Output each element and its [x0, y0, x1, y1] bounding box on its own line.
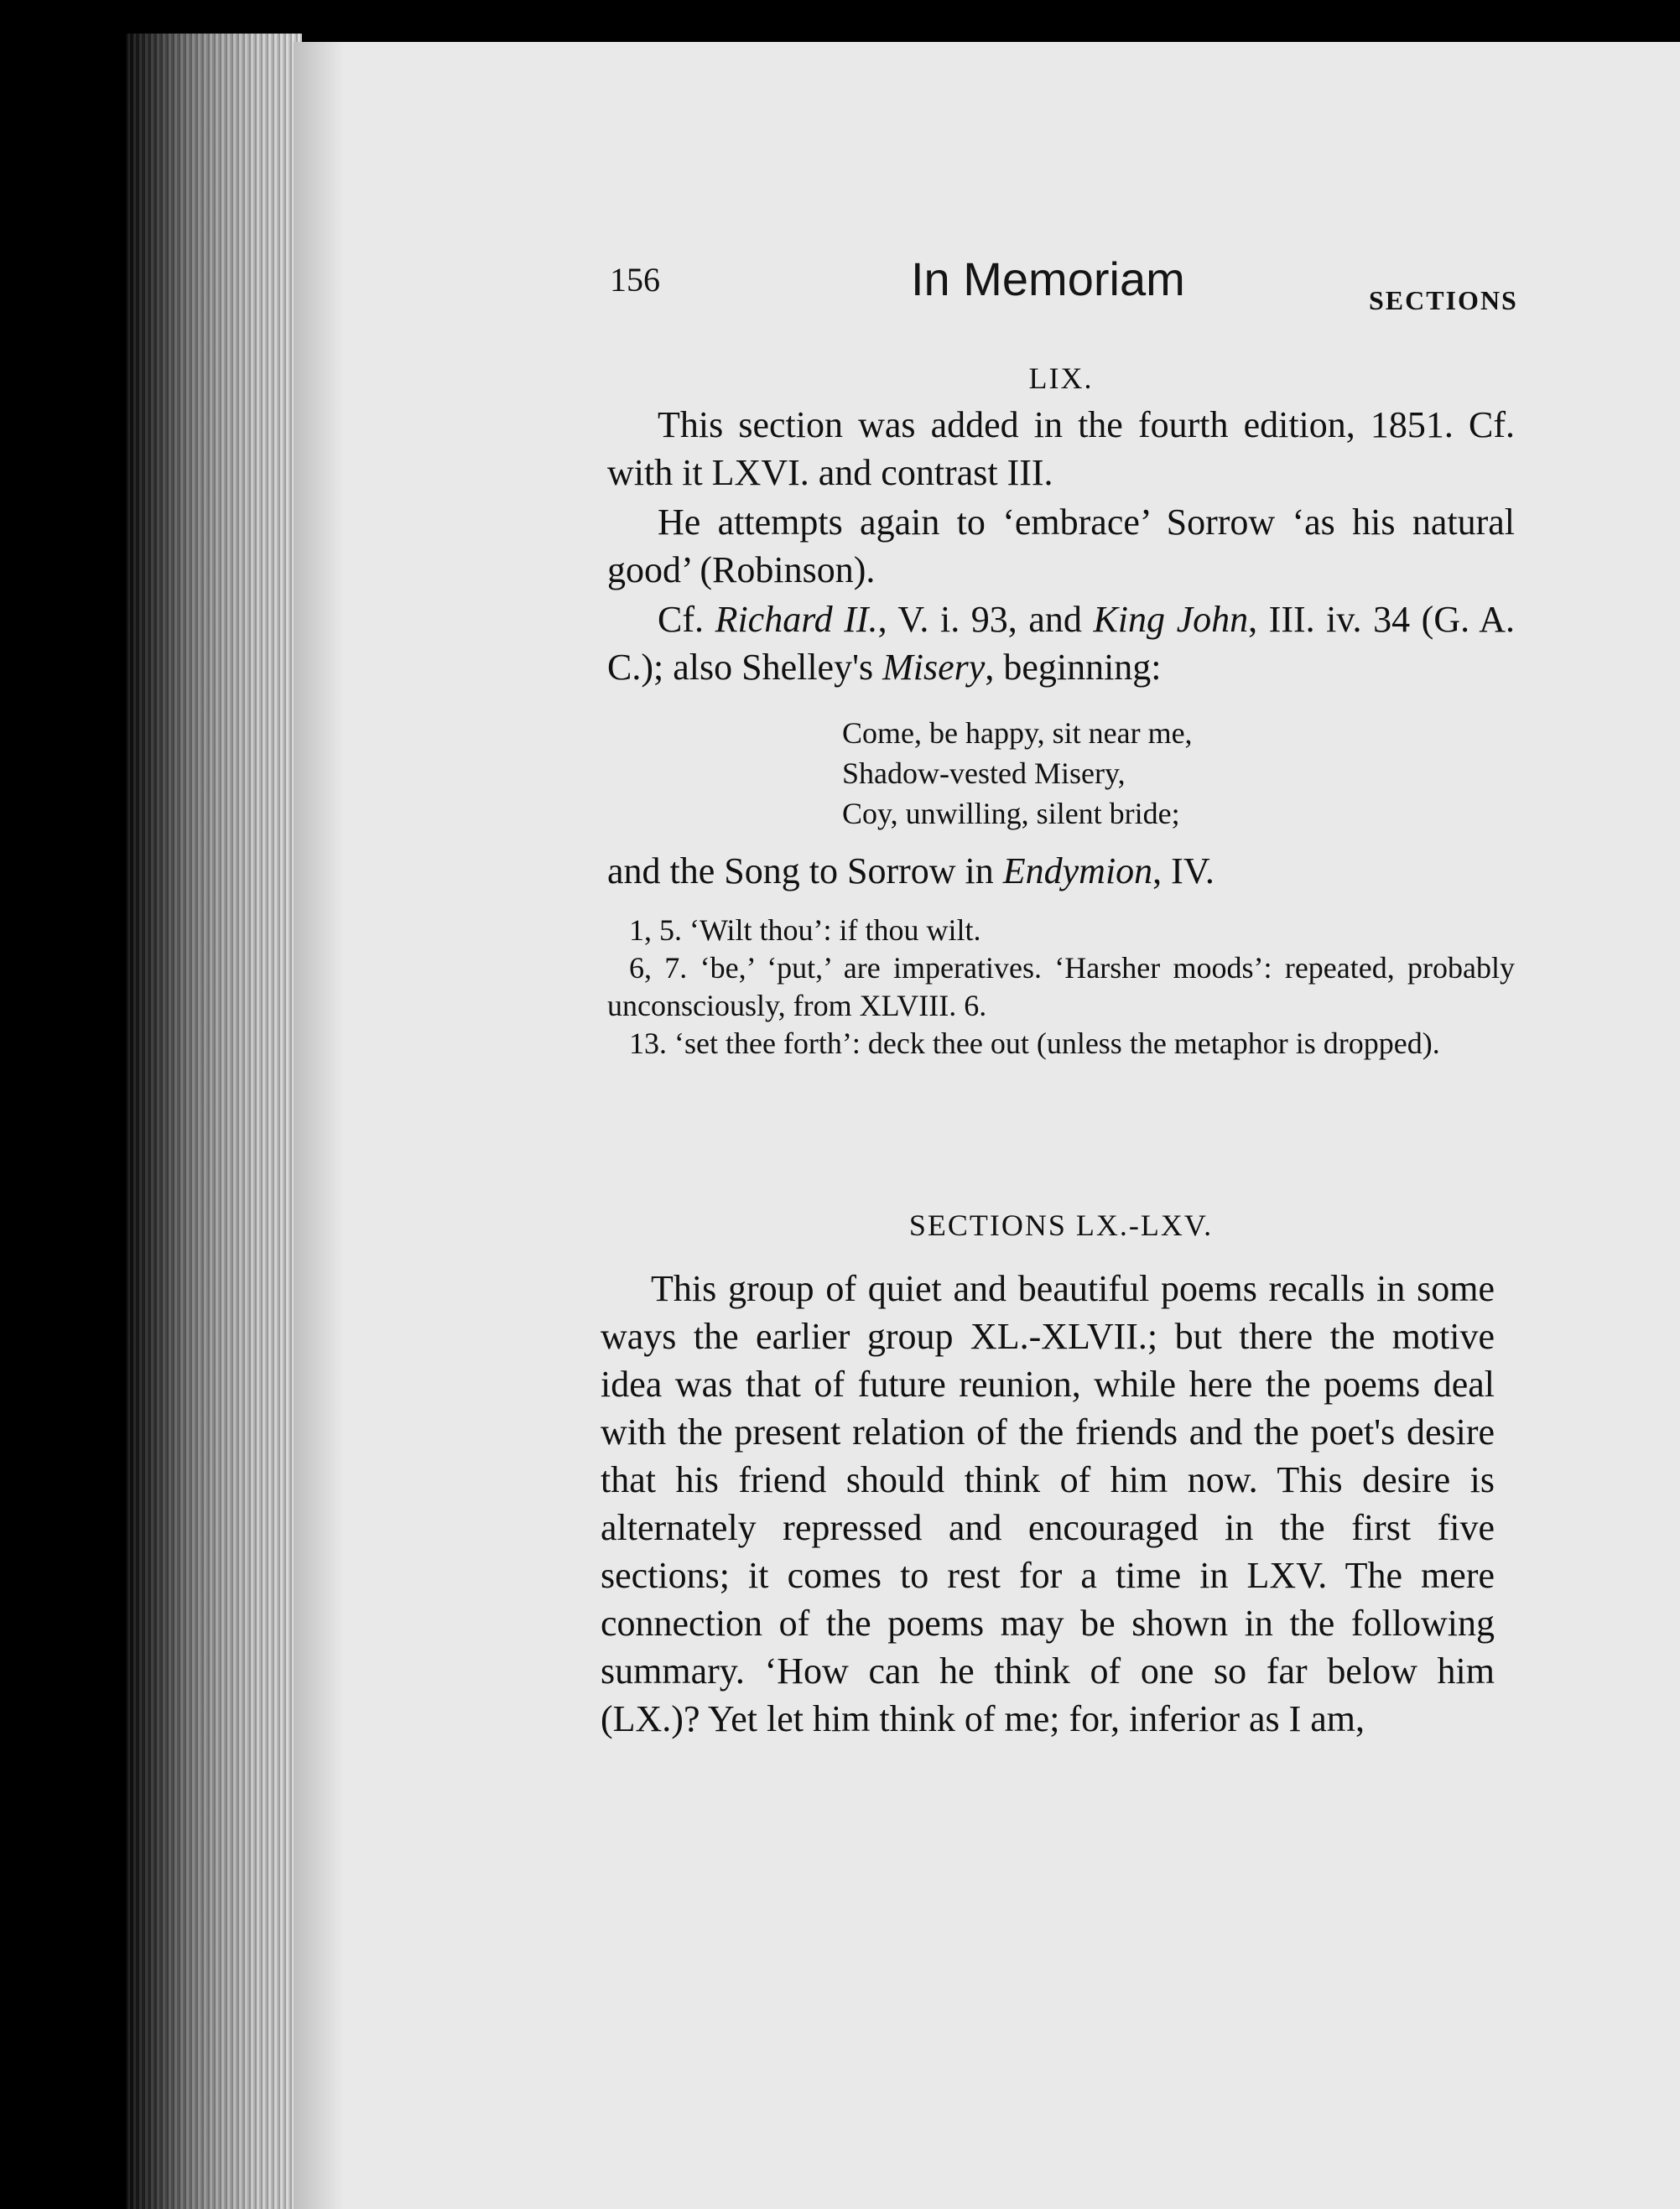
verse-line: Come, be happy, sit near me, [842, 716, 1193, 750]
verse-line: Shadow-vested Misery, [842, 756, 1126, 790]
verse-quotation [842, 713, 1515, 834]
richard-ref: , V. i. 93, and [877, 599, 1082, 640]
section-heading-lix: LIX. [1028, 361, 1094, 395]
lix-paragraph-2: He attempts again to ‘embrace’ Sorrow ‘as his natural good’ (Robinson). [607, 502, 1515, 590]
misery-title: Misery [882, 647, 986, 688]
verse-line: Coy, unwilling, silent bride; [842, 797, 1180, 830]
song-to-sorrow-line [607, 847, 1515, 895]
song-text: and the Song to Sorrow in [607, 850, 994, 891]
page-number: 156 [610, 261, 660, 299]
cf-text: Cf. [658, 599, 704, 640]
line-note: 1, 5. ‘Wilt thou’: if thou wilt. [629, 913, 981, 947]
king-john-title: King John [1093, 599, 1249, 640]
line-note: 13. ‘set thee forth’: deck thee out (unless the metaphor is dropped). [629, 1027, 1440, 1060]
lx-lxv-intro [601, 1265, 1495, 1743]
lix-notes [607, 401, 1515, 1063]
endymion-title: Endymion [1002, 850, 1153, 891]
line-notes [607, 912, 1515, 1063]
running-title: In Memoriam [911, 252, 1185, 305]
line-note: 6, 7. ‘be,’ ‘put,’ are imperatives. ‘Harsher moods’: repeated, probably unconsciously, from XLVIII. 6. [607, 951, 1515, 1022]
running-section-label: SECTIONS [1369, 285, 1518, 315]
section-heading-lx-lxv: SECTIONS LX.-LXV. [908, 1208, 1214, 1242]
beginning-text: , beginning: [985, 647, 1162, 688]
richard-ii-title: Richard II. [715, 599, 878, 640]
lix-paragraph-1: This section was added in the fourth edition, 1851. Cf. with it LXVI. and contrast III. [607, 404, 1515, 493]
lx-lxv-paragraph: This group of quiet and beautiful poems recalls in some ways the earlier group XL.-XLVII.; but there the motive idea was that of future reunion, while here the poems deal with the present relation of the friends and the poet's desire that his friend should think of him now. This desire is alternately repressed and encouraged in the first five sections; it comes to rest for a time in LXV. The mere connection of the poems may be shown in the following summary. ‘How can he think of one so far below him (LX.)? Yet let him think of me; for, inferior as I am, [601, 1268, 1495, 1739]
king-john-ref: , III. iv. 34 (G. A. C.); also Shelley's [607, 599, 1516, 688]
endymion-ref: , IV. [1152, 850, 1214, 891]
book-spine-edge [126, 34, 302, 2209]
lix-paragraph-3 [607, 595, 1515, 691]
